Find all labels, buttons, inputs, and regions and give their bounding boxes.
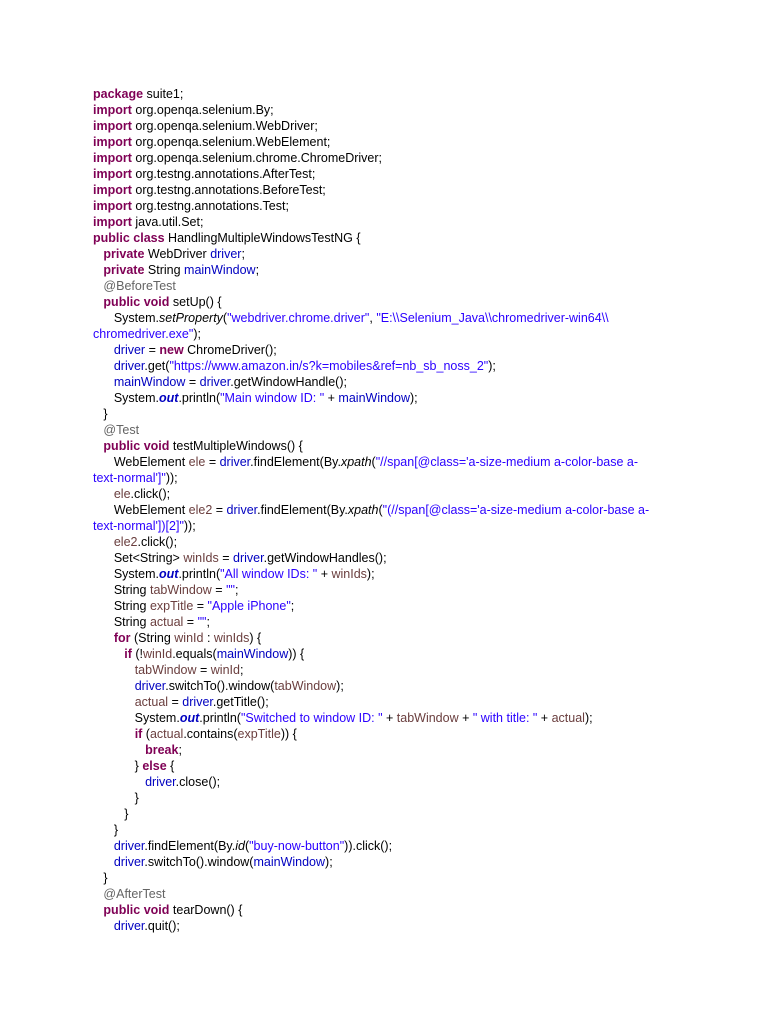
code-line xyxy=(93,102,713,118)
code-line xyxy=(93,598,713,614)
code-text: )).click(); xyxy=(344,839,393,853)
code-field: driver xyxy=(113,343,146,357)
code-text: ) { xyxy=(249,631,262,645)
code-keyword: import xyxy=(93,167,132,181)
code-local-variable: tabWindow xyxy=(134,663,197,677)
code-text: + xyxy=(537,711,552,725)
code-local-variable: ele2 xyxy=(113,535,138,549)
code-string: "(//span[@class='a-size-medium a-color-base a- xyxy=(382,503,650,517)
code-local-variable: ele xyxy=(113,487,131,501)
code-text: )); xyxy=(183,519,196,533)
code-text: ); xyxy=(193,327,201,341)
code-text: .click(); xyxy=(137,535,178,549)
code-text: )) { xyxy=(288,647,305,661)
code-text: .findElement(By. xyxy=(257,503,348,517)
code-line xyxy=(93,758,713,774)
code-field: mainWindow xyxy=(253,855,326,869)
code-text: Set<String> xyxy=(93,551,184,565)
code-line xyxy=(93,726,713,742)
code-text xyxy=(93,775,145,789)
code-text: )); xyxy=(165,471,178,485)
code-keyword: if xyxy=(124,647,132,661)
code-line xyxy=(93,854,713,870)
code-text: + xyxy=(324,391,339,405)
code-text xyxy=(93,263,103,277)
code-text xyxy=(93,439,103,453)
code-keyword: public xyxy=(103,903,141,917)
code-line xyxy=(93,390,713,406)
code-line xyxy=(93,502,713,518)
code-keyword: break xyxy=(145,743,179,757)
code-line xyxy=(93,86,713,102)
code-keyword: void xyxy=(143,903,170,917)
code-text xyxy=(93,695,135,709)
code-text: String xyxy=(144,263,185,277)
code-text xyxy=(93,743,145,757)
code-text: WebElement xyxy=(93,503,189,517)
code-text xyxy=(93,279,103,293)
code-line xyxy=(93,470,713,486)
code-text: : xyxy=(203,631,214,645)
code-field: driver xyxy=(113,839,145,853)
code-line xyxy=(93,694,713,710)
code-field: mainWindow xyxy=(113,375,186,389)
code-line xyxy=(93,614,713,630)
code-text: = xyxy=(183,615,198,629)
code-keyword: import xyxy=(93,199,132,213)
code-line xyxy=(93,230,713,246)
code-local-variable: winId xyxy=(143,647,173,661)
code-line xyxy=(93,710,713,726)
code-line xyxy=(93,166,713,182)
code-text xyxy=(93,295,103,309)
code-line xyxy=(93,374,713,390)
code-text: WebElement xyxy=(93,455,189,469)
code-text xyxy=(93,903,103,917)
code-text: } xyxy=(93,791,139,805)
code-text: = xyxy=(145,343,160,357)
code-text: String xyxy=(93,583,150,597)
code-text: .findElement(By. xyxy=(250,455,341,469)
code-static-field: out xyxy=(179,711,200,725)
code-text: .findElement(By. xyxy=(144,839,236,853)
code-text xyxy=(93,647,124,661)
code-string: "" xyxy=(197,615,207,629)
code-keyword: if xyxy=(134,727,143,741)
code-text: System. xyxy=(93,311,159,325)
code-text: )) { xyxy=(280,727,297,741)
code-field: driver xyxy=(134,679,166,693)
code-local-variable: actual xyxy=(149,615,184,629)
code-text: org.openqa.selenium.WebDriver; xyxy=(131,119,318,133)
code-text: (! xyxy=(131,647,144,661)
code-local-variable: tabWindow xyxy=(396,711,459,725)
code-text: ; xyxy=(255,263,260,277)
code-text: org.testng.annotations.Test; xyxy=(131,199,289,213)
code-line xyxy=(93,678,713,694)
code-line xyxy=(93,886,713,902)
code-text: ChromeDriver(); xyxy=(183,343,277,357)
code-text: ); xyxy=(325,855,333,869)
code-text: { xyxy=(166,759,175,773)
code-line xyxy=(93,438,713,454)
code-keyword: package xyxy=(93,87,144,101)
code-local-variable: winIds xyxy=(213,631,250,645)
code-line xyxy=(93,550,713,566)
code-text: testMultipleWindows() { xyxy=(169,439,303,453)
code-text: ( xyxy=(222,311,228,325)
code-string: " with title: " xyxy=(472,711,538,725)
code-local-variable: winIds xyxy=(183,551,219,565)
code-text: .click(); xyxy=(130,487,171,501)
code-line xyxy=(93,198,713,214)
code-local-variable: ele2 xyxy=(188,503,213,517)
code-string: "E:\\Selenium_Java\\chromedriver-win64\\ xyxy=(376,311,609,325)
code-line xyxy=(93,134,713,150)
code-annotation: @AfterTest xyxy=(103,887,166,901)
code-text: org.openqa.selenium.chrome.ChromeDriver; xyxy=(131,151,383,165)
code-local-variable: actual xyxy=(134,695,169,709)
code-field: driver xyxy=(226,503,258,517)
code-text: } xyxy=(93,823,119,837)
code-text: org.openqa.selenium.By; xyxy=(131,103,274,117)
code-text: .getTitle(); xyxy=(212,695,269,709)
code-text xyxy=(93,663,135,677)
code-keyword: void xyxy=(143,439,170,453)
code-text: .switchTo().window( xyxy=(144,855,254,869)
code-line xyxy=(93,182,713,198)
code-line xyxy=(93,326,713,342)
code-text: String xyxy=(93,615,150,629)
code-static-field: out xyxy=(159,567,179,581)
code-line xyxy=(93,566,713,582)
code-field: mainWindow xyxy=(184,263,256,277)
code-text: System. xyxy=(93,567,159,581)
code-text: org.testng.annotations.AfterTest; xyxy=(131,167,316,181)
code-text: HandlingMultipleWindowsTestNG { xyxy=(164,231,361,245)
code-keyword: import xyxy=(93,103,132,117)
code-text: .println( xyxy=(199,711,241,725)
code-text: .close(); xyxy=(175,775,221,789)
code-text: ; xyxy=(234,583,239,597)
code-line xyxy=(93,422,713,438)
code-line xyxy=(93,454,713,470)
code-local-variable: expTitle xyxy=(149,599,194,613)
code-keyword: void xyxy=(143,295,170,309)
code-text: } xyxy=(93,407,108,421)
code-field: mainWindow xyxy=(216,647,289,661)
code-keyword: import xyxy=(93,215,132,229)
code-text: ); xyxy=(336,679,344,693)
code-line xyxy=(93,838,713,854)
code-text: org.openqa.selenium.WebElement; xyxy=(131,135,331,149)
code-line xyxy=(93,358,713,374)
code-text: = xyxy=(185,375,200,389)
code-field: driver xyxy=(199,375,231,389)
code-field: driver xyxy=(113,855,145,869)
code-line xyxy=(93,918,713,934)
code-text: ); xyxy=(409,391,418,405)
code-listing xyxy=(93,86,713,934)
code-keyword: private xyxy=(103,247,145,261)
code-text xyxy=(93,359,114,373)
code-text: .get( xyxy=(144,359,170,373)
code-text: .quit(); xyxy=(144,919,180,933)
code-text xyxy=(93,535,114,549)
code-string: chromedriver.exe" xyxy=(93,327,194,341)
code-text: + xyxy=(382,711,397,725)
code-string: "" xyxy=(226,583,235,597)
code-line xyxy=(93,534,713,550)
code-text: ); xyxy=(584,711,593,725)
code-text: ( xyxy=(142,727,150,741)
code-text: = xyxy=(218,551,234,565)
code-text: = xyxy=(193,599,208,613)
code-keyword: private xyxy=(103,263,145,277)
code-text xyxy=(93,727,135,741)
code-field: mainWindow xyxy=(338,391,410,405)
code-static-method: xpath xyxy=(340,455,372,469)
code-local-variable: winId xyxy=(210,663,240,677)
code-local-variable: tabWindow xyxy=(274,679,337,693)
code-keyword: import xyxy=(93,119,132,133)
code-line xyxy=(93,150,713,166)
code-field: driver xyxy=(219,455,251,469)
code-text: + xyxy=(458,711,473,725)
code-text xyxy=(93,423,103,437)
code-keyword: public xyxy=(103,295,141,309)
code-text: = xyxy=(205,455,220,469)
code-text: java.util.Set; xyxy=(131,215,204,229)
code-string: "Main window ID: " xyxy=(220,391,325,405)
code-line xyxy=(93,646,713,662)
code-text: .contains( xyxy=(183,727,238,741)
code-field: driver xyxy=(210,247,242,261)
code-field: driver xyxy=(113,919,145,933)
code-string: "Switched to window ID: " xyxy=(240,711,383,725)
code-text: tearDown() { xyxy=(169,903,243,917)
code-text: } xyxy=(93,871,108,885)
code-line xyxy=(93,774,713,790)
code-keyword: public xyxy=(103,439,141,453)
code-text xyxy=(93,247,103,261)
code-field: driver xyxy=(233,551,264,565)
code-line xyxy=(93,118,713,134)
code-line xyxy=(93,742,713,758)
code-text: ( xyxy=(371,455,376,469)
code-static-method: id xyxy=(235,839,245,853)
code-text: , xyxy=(369,311,377,325)
code-text: System. xyxy=(93,711,180,725)
code-text: ; xyxy=(290,599,295,613)
code-text: .println( xyxy=(178,567,221,581)
code-local-variable: actual xyxy=(551,711,585,725)
code-keyword: class xyxy=(133,231,165,245)
code-text: ( xyxy=(244,839,250,853)
code-string: text-normal'])[2]" xyxy=(93,519,184,533)
code-local-variable: winIds xyxy=(331,567,367,581)
code-text: .switchTo().window( xyxy=(165,679,275,693)
code-line xyxy=(93,278,713,294)
code-text xyxy=(93,679,135,693)
code-line xyxy=(93,214,713,230)
code-text: System. xyxy=(93,391,159,405)
code-keyword: import xyxy=(93,183,132,197)
code-string: "Apple iPhone" xyxy=(207,599,291,613)
code-line xyxy=(93,486,713,502)
code-line xyxy=(93,518,713,534)
code-field: driver xyxy=(113,359,145,373)
code-line xyxy=(93,870,713,886)
code-line xyxy=(93,662,713,678)
code-local-variable: winId xyxy=(174,631,204,645)
code-text: ; xyxy=(178,743,182,757)
code-field: driver xyxy=(145,775,176,789)
code-text: (String xyxy=(130,631,175,645)
code-line xyxy=(93,262,713,278)
code-local-variable: ele xyxy=(188,455,206,469)
code-text: + xyxy=(317,567,332,581)
code-line xyxy=(93,406,713,422)
code-line xyxy=(93,790,713,806)
code-line xyxy=(93,246,713,262)
code-text: ; xyxy=(206,615,210,629)
code-static-method: xpath xyxy=(347,503,379,517)
code-line xyxy=(93,582,713,598)
code-line xyxy=(93,294,713,310)
code-text: ); xyxy=(488,359,496,373)
code-line xyxy=(93,342,713,358)
code-line xyxy=(93,310,713,326)
code-text: .println( xyxy=(178,391,221,405)
code-text xyxy=(93,919,114,933)
code-text xyxy=(93,375,114,389)
code-field: driver xyxy=(182,695,213,709)
code-static-field: out xyxy=(159,391,179,405)
code-line xyxy=(93,822,713,838)
code-text xyxy=(93,887,103,901)
code-text: .equals( xyxy=(172,647,217,661)
code-keyword: for xyxy=(113,631,131,645)
code-keyword: new xyxy=(159,343,184,357)
code-text: String xyxy=(93,599,150,613)
code-annotation: @Test xyxy=(103,423,140,437)
code-line xyxy=(93,902,713,918)
code-text: suite1; xyxy=(143,87,184,101)
code-string: "buy-now-button" xyxy=(249,839,345,853)
code-annotation: @BeforeTest xyxy=(103,279,176,293)
code-local-variable: tabWindow xyxy=(149,583,212,597)
code-local-variable: actual xyxy=(149,727,184,741)
code-text: .getWindowHandles(); xyxy=(263,551,387,565)
code-string: "All window IDs: " xyxy=(220,567,318,581)
code-text xyxy=(93,631,114,645)
code-text: ; xyxy=(241,247,245,261)
code-text: = xyxy=(212,503,227,517)
code-text xyxy=(93,487,114,501)
code-text: = xyxy=(196,663,211,677)
code-line xyxy=(93,630,713,646)
code-keyword: public xyxy=(93,231,130,245)
code-text: } xyxy=(93,759,143,773)
code-line xyxy=(93,806,713,822)
code-text: org.testng.annotations.BeforeTest; xyxy=(131,183,326,197)
code-text: ; xyxy=(239,663,244,677)
code-text xyxy=(93,839,114,853)
code-string: "//span[@class='a-size-medium a-color-base a- xyxy=(375,455,639,469)
code-string: "webdriver.chrome.driver" xyxy=(227,311,370,325)
code-text: = xyxy=(211,583,227,597)
code-keyword: else xyxy=(142,759,167,773)
code-text xyxy=(93,855,114,869)
code-local-variable: expTitle xyxy=(237,727,281,741)
code-text xyxy=(93,343,114,357)
code-keyword: import xyxy=(93,135,132,149)
code-static-method: setProperty xyxy=(159,311,223,325)
code-text: setUp() { xyxy=(169,295,222,309)
code-text: } xyxy=(93,807,129,821)
code-keyword: import xyxy=(93,151,132,165)
code-text: ( xyxy=(378,503,383,517)
code-string: "https://www.amazon.in/s?k=mobiles&ref=nb_sb_noss_2" xyxy=(169,359,489,373)
code-text: .getWindowHandle(); xyxy=(230,375,347,389)
code-text: = xyxy=(168,695,183,709)
code-string: text-normal']" xyxy=(93,471,166,485)
code-text: ); xyxy=(366,567,375,581)
code-text: WebDriver xyxy=(144,247,211,261)
